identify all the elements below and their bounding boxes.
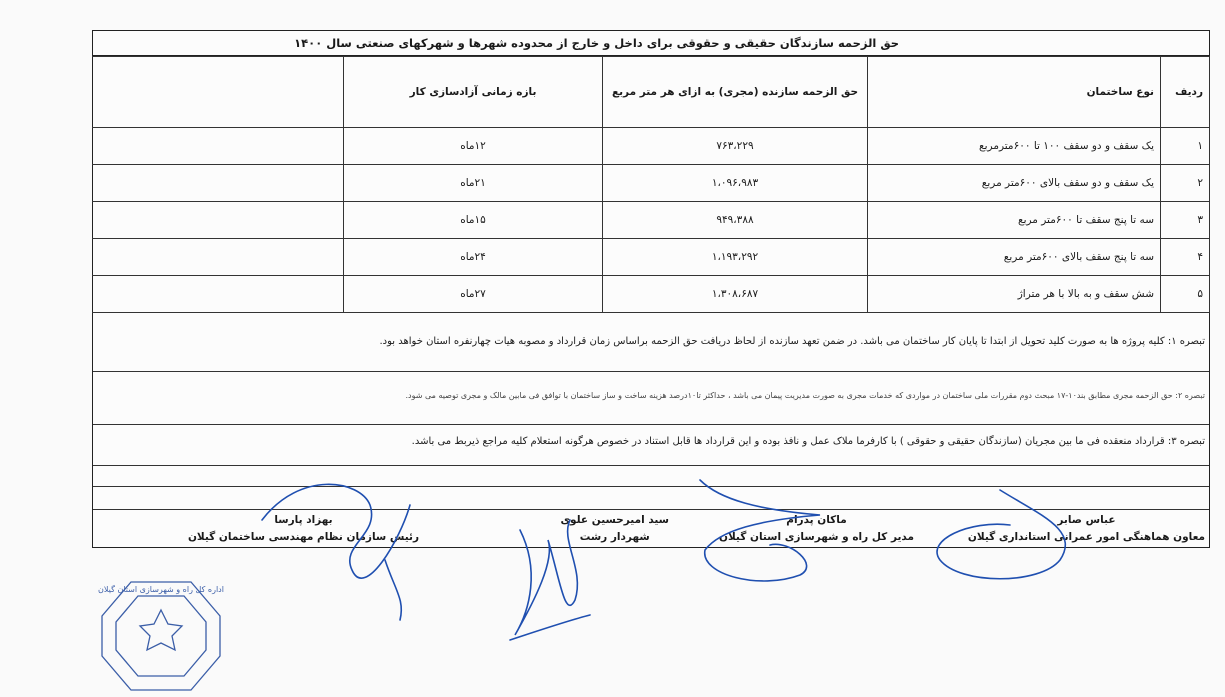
- row-fee: ۱،۰۹۶،۹۸۳: [603, 165, 868, 202]
- row-release-period: ۲۱ماه: [344, 165, 603, 202]
- table-row: [92, 276, 1210, 313]
- row-fee: ۹۴۹،۳۸۸: [603, 202, 868, 239]
- signature-alavi-2: [510, 615, 590, 640]
- fee-document: [92, 30, 1210, 548]
- table-row: [92, 128, 1210, 165]
- row-empty-cell: [92, 276, 344, 313]
- table-row: [92, 239, 1210, 276]
- table-row: [92, 202, 1210, 239]
- note-2: تبصره ۲: حق الزحمه مجری مطابق بند۱۰-۱۷ مبحث دوم مقررات ملی ساختمان در مواردی که خدمات مجری به صورت مدیریت پیمان می باشد ، حداکثر تا۱۰درصد هزینه ساخت و ساز ساختمان با توافق فی مابین مالک و مجری توصیه می شود.: [93, 372, 1209, 425]
- signatory-name: بهزاد پارسا: [274, 514, 333, 526]
- row-building-type: شش سقف و به بالا با هر متراژ: [868, 276, 1161, 313]
- header-building-type: نوع ساختمان: [868, 57, 1161, 128]
- row-index: ۲: [1161, 165, 1210, 202]
- header-empty-cell: [92, 57, 344, 128]
- signatory-name: عباس صابر: [1057, 514, 1116, 526]
- document-title: حق الزحمه سازندگان حقیقی و حقوقی برای داخل و خارج از محدوده شهرها و شهرکهای صنعتی سال ۱۴۰۰: [93, 31, 1209, 56]
- row-building-type: یک سقف و دو سقف بالای ۶۰۰متر مربع: [868, 165, 1161, 202]
- row-index: ۴: [1161, 239, 1210, 276]
- signatory-alavi: [560, 514, 669, 548]
- signatory-name: سید امیرحسین علوی: [560, 514, 669, 526]
- row-release-period: ۱۵ماه: [344, 202, 603, 239]
- row-release-period: ۱۲ماه: [344, 128, 603, 165]
- note-1: تبصره ۱: کلیه پروژه ها به صورت کلید تحویل از ابتدا تا پایان کار ساختمان می باشد. در ضمن تعهد سازنده از لحاظ دریافت حق الزحمه براساس زمان قرارداد و مصوبه هیات چهارنفره استان خواهد بود.: [93, 313, 1209, 372]
- signatures-row: [93, 510, 1209, 550]
- row-fee: ۱،۳۰۸،۶۸۷: [603, 276, 868, 313]
- signatory-saber: [968, 514, 1205, 548]
- signature-parsa-2: [385, 560, 401, 620]
- table-row: [92, 165, 1210, 202]
- row-release-period: ۲۴ماه: [344, 239, 603, 276]
- office-seal: [96, 576, 226, 694]
- row-empty-cell: [92, 165, 344, 202]
- seal-text: اداره کل راه و شهرسازی استان گیلان: [98, 585, 224, 594]
- row-empty-cell: [92, 128, 344, 165]
- row-building-type: یک سقف و دو سقف ۱۰۰ تا ۶۰۰مترمربع: [868, 128, 1161, 165]
- signatory-pedram: [719, 514, 914, 548]
- blank-line: [93, 487, 1209, 510]
- header-fee: حق الزحمه سازنده (مجری) به ازای هر متر مربع: [603, 57, 868, 128]
- row-fee: ۱،۱۹۳،۲۹۲: [603, 239, 868, 276]
- row-empty-cell: [92, 239, 344, 276]
- signatory-name: ماکان پدرام: [786, 514, 847, 526]
- row-building-type: سه تا پنج سقف بالای ۶۰۰متر مربع: [868, 239, 1161, 276]
- header-index: ردیف: [1161, 57, 1210, 128]
- row-index: ۱: [1161, 128, 1210, 165]
- blank-line: [93, 466, 1209, 487]
- row-index: ۵: [1161, 276, 1210, 313]
- header-release-period: بازه زمانی آزادسازی کار: [344, 57, 603, 128]
- table-header-row: [92, 57, 1210, 128]
- signatory-role: معاون هماهنگی امور عمرانی استانداری گیلان: [967, 531, 1205, 543]
- row-index: ۳: [1161, 202, 1210, 239]
- row-release-period: ۲۷ماه: [344, 276, 603, 313]
- row-building-type: سه تا پنج سقف تا ۶۰۰متر مربع: [868, 202, 1161, 239]
- fee-table: [92, 56, 1210, 313]
- row-fee: ۷۶۳،۲۲۹: [603, 128, 868, 165]
- signatory-parsa: [188, 514, 419, 548]
- signatory-role: رئیس سازمان نظام مهندسی ساختمان گیلان: [187, 531, 419, 543]
- row-empty-cell: [92, 202, 344, 239]
- signatory-role: شهردار رشت: [579, 531, 650, 543]
- note-3: تبصره ۳: قرارداد منعقده فی ما بین مجریان (سازندگان حقیقی و حقوقی ) با کارفرما ملاک عمل و نافذ بوده و این قرارداد ها قابل استناد در خصوص هرگونه استعلام کلیه مراجع ذیربط می باشد.: [93, 425, 1209, 466]
- signatory-role: مدیر کل راه و شهرسازی استان گیلان: [719, 531, 914, 543]
